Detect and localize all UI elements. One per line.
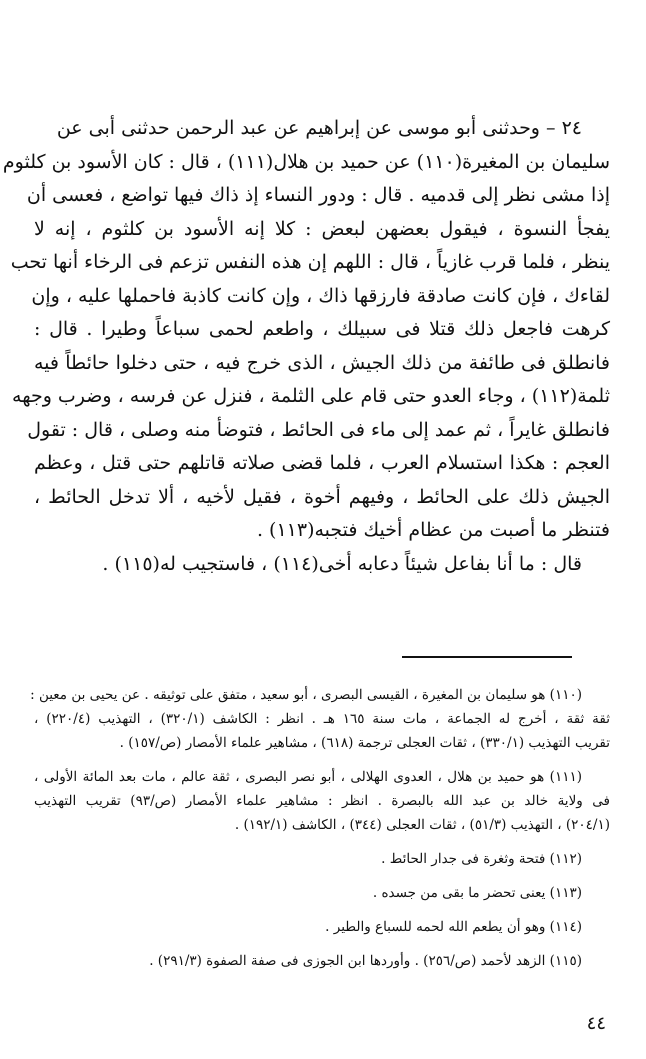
footnote-line: (١١٤) وهو أن يطعم الله لحمه للسباع والطير . <box>325 919 582 935</box>
footnote-line: (١١٣) يعنى تحضر ما بقى من جسده . <box>372 885 582 901</box>
footnote-line: (١١١) هو حميد بن هلال ، العدوى الهلالى ، أبو نصر البصرى ، ثقة عالم ، مات بعد المائة الأولى ، <box>34 769 582 785</box>
main-text-line: ٢٤ – وحدثنى أبو موسى عن إبراهيم عن عبد الرحمن حدثنى أبى عن <box>56 117 582 139</box>
footnote-line: تقريب التهذيب (٣٣٠/١) ، ثقات العجلى ترجمة (٦١٨) ، مشاهير علماء الأمصار (ص/١٥٧) . <box>119 735 610 751</box>
main-text-line: قال : ما أنا بفاعل شيئاً دعابه أخى(١١٤) ، فاستجيب له(١١٥) . <box>102 552 582 575</box>
main-text-line: فتنظر ما أصبت من عظام أخيك فتجبه(١١٣) . <box>256 519 610 541</box>
footnote-line: ثقة ثقة ، أخرج له الجماعة ، مات سنة ١٦٥ هـ . انظر : الكاشف (٣٢٠/١) ، التهذيب (٢٢٠/٤) ، <box>34 711 610 727</box>
main-text-line: كرهت فاجعل ذلك قتلا فى سبيلك ، واطعم لحمى سباعاً وطيرا . قال : <box>34 318 610 340</box>
main-text-line: إذا مشى نظر إلى قدميه . قال : ودور النساء إذ ذاك فيها تواضع ، فعسى أن <box>26 184 610 206</box>
main-text-line: ينظر ، فلما قرب غازياً ، قال : اللهم إن هذه النفس تزعم فى الرخاء أنها تحب <box>10 251 610 273</box>
footnote-divider <box>402 656 572 658</box>
main-text-line: فانطلق فى طائفة من ذلك الجيش ، الذى خرج فيه ، حتى دخلوا حائطاً فيه <box>34 351 610 374</box>
footnote-111 <box>34 765 610 837</box>
main-text-line: يفجأ النسوة ، فيقول بعضهن لبعض : كلا إنه الأسود بن كلثوم ، إنه لا <box>34 217 610 240</box>
footnote-line: (١١٢) فتحة وثغرة فى جدار الحائط . <box>381 851 582 867</box>
footnotes-section <box>30 683 610 983</box>
footnote-112 <box>34 847 610 871</box>
footnote-115 <box>34 949 610 973</box>
footnote-line: (١١٠) هو سليمان بن المغيرة ، القيسى البصرى ، أبو سعيد ، متفق على توثيقه . عن يحيى بن معين : <box>30 687 582 703</box>
footnote-114 <box>34 915 610 939</box>
main-text-line: سليمان بن المغيرة(١١٠) عن حميد بن هلال(١١١) ، قال : كان الأسود بن كلثوم <box>2 150 610 173</box>
page-number: ٤٤ <box>586 1013 606 1034</box>
footnote-line: (٢٠٤/١) ، التهذيب (٥١/٣) ، ثقات العجلى (٣٤٤) ، الكاشف (١٩٢/١) . <box>234 817 610 833</box>
footnote-113 <box>34 881 610 905</box>
footnote-line: (١١٥) الزهد لأحمد (ص/٢٥٦) . وأوردها ابن الجوزى فى صفة الصفوة (٢٩١/٣) . <box>149 953 582 969</box>
main-text-block <box>2 112 610 581</box>
main-text-line: الجيش ذلك على الحائط ، وفيهم أخوة ، فقيل لأخيه ، ألا تدخل الحائط ، <box>34 485 610 508</box>
main-text-line: العجم : هكذا استسلام العرب ، فلما قضى صلاته قاتلهم حتى قتل ، وعظم <box>34 452 610 474</box>
main-text-line: فانطلق غايراً ، ثم عمد إلى ماء فى الحائط ، فتوضأ منه وصلى ، قال : تقول <box>27 418 610 441</box>
footnote-line: فى ولاية خالد بن عبد الله بالبصرة . انظر : مشاهير علماء الأمصار (ص/٩٣) تقريب التهذيب <box>34 793 610 809</box>
main-text-line: لقاءك ، فإن كانت صادقة فارزقها ذاك ، وإن كانت كاذبة فاحملها عليه ، وإن <box>31 284 610 307</box>
footnote-110 <box>30 683 610 755</box>
main-text-line: ثلمة(١١٢) ، وجاء العدو حتى قام على الثلمة ، فنزل عن فرسه ، وضرب وجهه <box>12 385 610 407</box>
